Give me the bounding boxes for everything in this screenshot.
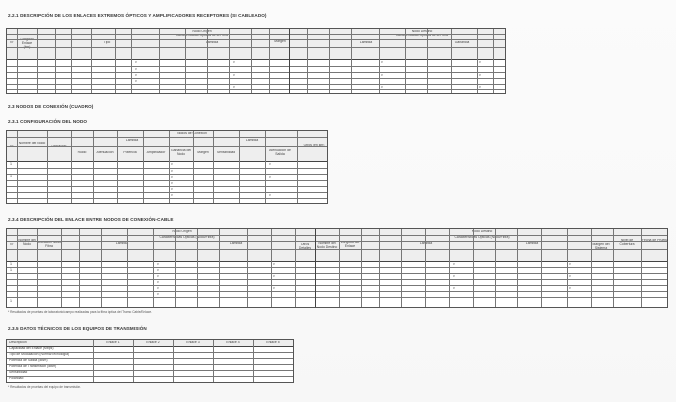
col-fecha-prueba: Fecha de Prueba	[641, 239, 668, 242]
col-tipo: Tipo	[103, 41, 111, 44]
mark: v	[171, 181, 173, 185]
col-lambda-1: Lambda	[115, 242, 129, 245]
row-label: Potencia de Salida (dBm)	[9, 359, 48, 362]
col-ubicacion: Ubicación Nodo Fibra	[37, 241, 61, 248]
mark: v	[381, 60, 383, 64]
section-2-heading: 2.3 NODOS DE CONEXIÓN (CUADRO)	[8, 104, 94, 109]
table-datos-tecnicos	[6, 339, 294, 383]
mark: v	[479, 85, 481, 89]
col-enlace-1: Enlace 1	[106, 341, 120, 344]
row-number: 1	[10, 262, 12, 266]
col-enlace-2: Enlace 2	[146, 341, 160, 344]
col-enlace-3: Enlace 3	[186, 341, 200, 344]
col-lambda-2: Lambda	[229, 242, 243, 245]
mark: v	[135, 79, 137, 83]
col-numero: N°	[10, 41, 14, 44]
col-sensibilidad: Sensibilidad	[216, 151, 236, 154]
mark: v	[135, 60, 137, 64]
col-nombre-nodo: Nombre del Nodo	[18, 239, 36, 246]
row-number: 1	[10, 162, 12, 166]
col-nivel-cobertura: Nivel de Cobertura	[619, 239, 635, 246]
group-nodo-origen: Nodo Origen	[192, 30, 212, 33]
col-lambda-2: Lambda	[359, 41, 373, 44]
row-number: 1	[10, 299, 12, 303]
mark: v	[135, 73, 137, 77]
col-otros: Otros Detalles	[298, 243, 312, 250]
mark: v	[157, 280, 159, 284]
col-potencia: Potencia	[123, 151, 137, 154]
mark: v	[157, 274, 159, 278]
col-enlace-5: Enlace 5	[266, 341, 280, 344]
col-margen: Margen	[197, 151, 209, 154]
mark: v	[273, 286, 275, 290]
col-lambda-1: Lambda	[205, 41, 219, 44]
col-enlace-4: Enlace 4	[226, 341, 240, 344]
mark: v	[569, 262, 571, 266]
col-nombre-nodo: Nombre del Nodo	[18, 142, 46, 145]
section-4-footnote: * Resultados de pruebas de laboratorio/campo realizadas para la fibra óptica del Tramo Cable/Enlace.	[8, 310, 153, 314]
col-atenuacion-salida: Atenuación de Salida	[269, 149, 291, 156]
mark: v	[569, 274, 571, 278]
mark: v	[135, 67, 137, 71]
col-margen-sistema: Margen del Sistema	[592, 243, 610, 250]
row-label: Polaridad	[9, 377, 24, 380]
mark: v	[233, 60, 235, 64]
col-lambda-4: Lambda	[525, 242, 539, 245]
col-amplificador: Amplificador	[146, 151, 166, 154]
col-ruido: Ruido	[77, 151, 87, 154]
col-margen: Margen	[274, 40, 286, 43]
mark: v	[269, 175, 271, 179]
col-otros: Otros (en km)	[303, 144, 325, 147]
col-numero: N°	[10, 243, 14, 246]
mark: v	[171, 169, 173, 173]
mark: v	[453, 274, 455, 278]
mark: v	[157, 268, 159, 272]
row-label: Sensibilidad	[9, 371, 28, 374]
mark: v	[479, 73, 481, 77]
mark: v	[233, 73, 235, 77]
section-5-footnote: * Resultados de pruebas del equipo de transmisión.	[8, 385, 82, 389]
col-numero: N°	[10, 145, 14, 148]
row-label: Potencia de Transmisión (dBm)	[9, 365, 57, 368]
subgroup-origen: Características Ópticas (Nodo/Fibra)	[159, 236, 215, 239]
mark: v	[157, 286, 159, 290]
mark: v	[171, 175, 173, 179]
mark: v	[381, 73, 383, 77]
section-1-heading: 2.2.1 DESCRIPCIÓN DE LOS ENLACES EXTREMOS ÓPTICOS Y AMPLIFICADORES RECEPTORES (SI CABLEADO)	[8, 13, 267, 18]
subgroup-lambda-1: Lambda	[125, 139, 139, 142]
table-enlaces-extremos	[6, 28, 506, 94]
mark: v	[381, 85, 383, 89]
subgroup-lambda-2: Lambda	[245, 139, 259, 142]
mark: v	[171, 193, 173, 197]
section-3-heading: 2.3.1 CONFIGURACIÓN DEL NODO	[8, 119, 88, 124]
row-number: 1	[10, 268, 12, 272]
mark: v	[569, 286, 571, 290]
subgroup-origen: Características Ópticas de la Fibra	[175, 34, 228, 37]
subgroup-destino: Características Ópticas de la Fibra	[395, 34, 448, 37]
table-enlace-entre-nodos	[6, 228, 668, 308]
col-ganancia: Ganancia	[454, 41, 470, 44]
section-4-heading: 2.3.4 DESCRIPCIÓN DEL ENLACE ENTRE NODOS DE CONEXIÓN-CABLE	[8, 217, 174, 222]
mark: v	[233, 85, 235, 89]
row-label: Capacidad del Enlace (Mbps)	[9, 347, 54, 350]
col-atenuacion: Atenuación	[96, 151, 114, 154]
group-nodo-destino: Nodo Destino	[471, 230, 493, 233]
mark: v	[453, 286, 455, 290]
group-nodo-destino: Nodo Destino	[411, 30, 433, 33]
col-longitud: Longitud Enlace (km)	[20, 38, 34, 49]
col-ubicacion: Ubicación	[51, 145, 67, 148]
col-longitud-enlace: Longitud del Enlace	[340, 241, 360, 248]
mark: v	[273, 274, 275, 278]
col-descripcion: Descripción	[9, 341, 27, 344]
col-ganancia-nodo: Ganancia del Nodo	[171, 149, 191, 156]
group-nodo-origen: Nodo Origen	[172, 230, 192, 233]
mark: v	[171, 162, 173, 166]
row-number: 1	[10, 174, 12, 178]
mark: v	[273, 262, 275, 266]
col-lambda-3: Lambda	[419, 242, 433, 245]
mark: v	[171, 187, 173, 191]
mark: v	[269, 193, 271, 197]
mark: v	[269, 162, 271, 166]
row-label: Tipo de Modulación (Norma/Tecnología)	[9, 353, 70, 356]
mark: v	[453, 262, 455, 266]
section-5-heading: 2.3.5 DATOS TÉCNICOS DE LOS EQUIPOS DE TRANSMISIÓN	[8, 326, 147, 331]
mark: v	[157, 292, 159, 296]
group-nodos-conexion: Nodos de Conexión	[177, 132, 207, 135]
mark: v	[479, 60, 481, 64]
table-configuracion-nodo	[6, 130, 328, 204]
mark: v	[157, 262, 159, 266]
col-nombre-destino: Nombre del Nodo Destino	[316, 242, 338, 249]
subgroup-destino: Características Ópticas (Nodo/Fibra)	[454, 236, 510, 239]
